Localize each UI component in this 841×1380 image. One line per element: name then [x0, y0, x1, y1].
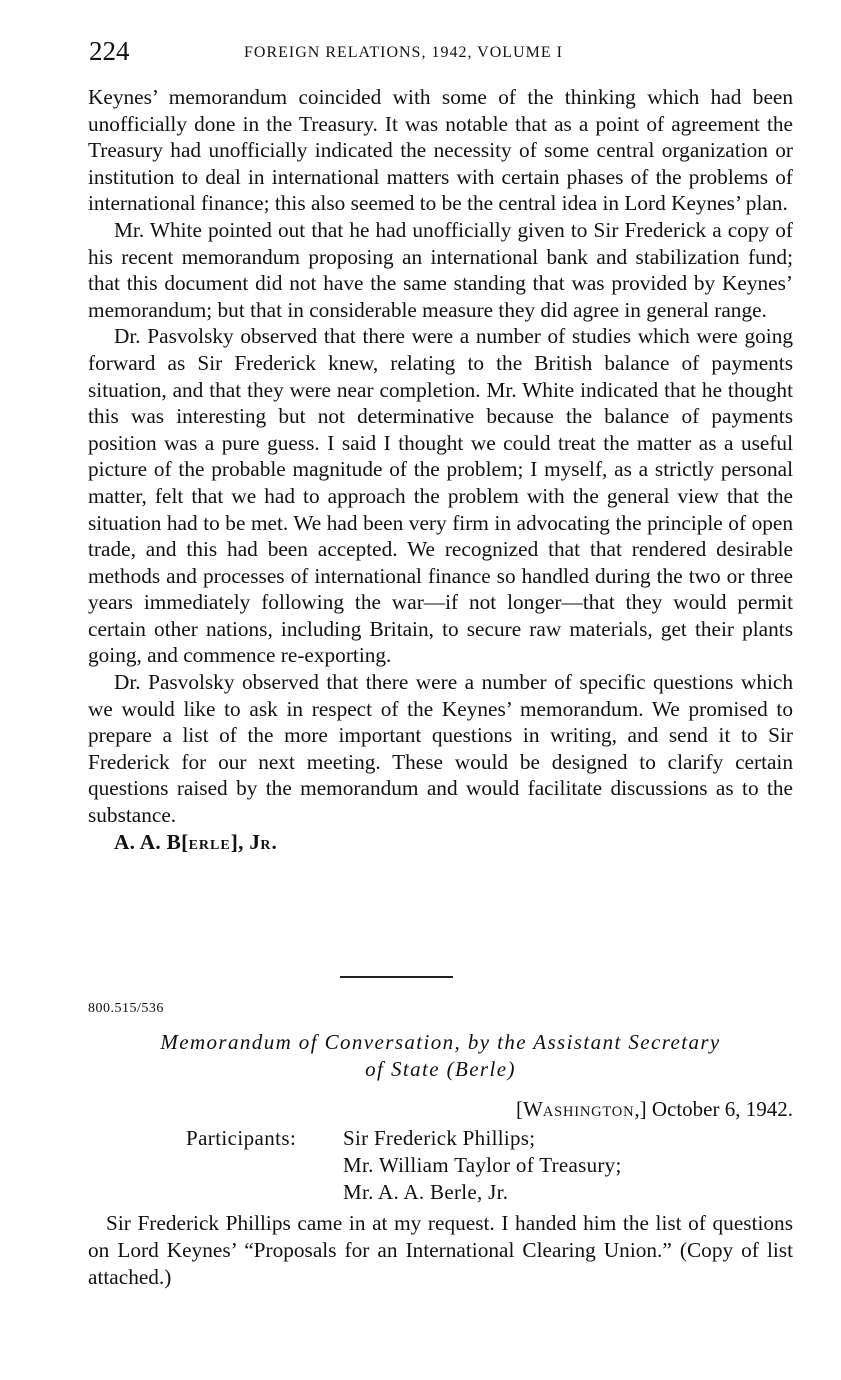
dateline-place: ASHINGTON [542, 1104, 635, 1120]
paragraph: Dr. Pasvolsky observed that there were a number of studies which were going forward as Sir Frederick knew, relating to the British balance of payments situation, and that they were near completion. Mr. White indicated that he thought this was interesting but not determinative because the balance of payments position was a pure guess. I said I thought we could treat the matter as a useful picture of the probable magnitude of the problem; I myself, as a strictly personal matter, felt that we had to approach the problem with the general view that the situation had to be met. We had been very firm in advocating the principle of open trade, and this had been accepted. We recognized that that rendered desirable methods and processes of international finance so handled during the two or three years immediately following the war—if not longer—that they would permit certain other nations, including Britain, to secure raw materials, get their plants going, and commence re-exporting. [88, 324, 793, 668]
running-head: FOREIGN RELATIONS, 1942, VOLUME I [244, 44, 563, 61]
signature-end: . [271, 829, 278, 854]
section-divider [340, 976, 453, 978]
signature [88, 829, 793, 860]
signature-prefix: A. A. B[ [114, 829, 189, 854]
signature-suffix: ], J [230, 829, 261, 854]
page-number: 224 [89, 36, 130, 66]
closing-text [88, 1210, 793, 1291]
paragraph: Sir Frederick Phillips came in at my request. I handed him the list of questions on Lord Keynes’ “Proposals for an International Clearing Union.” (Copy of list attached.) [88, 1211, 793, 1289]
participant: Mr. A. A. Berle, Jr. [343, 1180, 509, 1204]
title-line-1: Memorandum of Conversation, by the Assistant Secretary [160, 1030, 721, 1054]
body-text [88, 84, 793, 859]
paragraph: Mr. White pointed out that he had unofficially given to Sir Frederick a copy of his recent memorandum proposing an international bank and stabilization fund; that this document did not have the same standing that was provided by Keynes’ memorandum; but that in considerable measure they did agree in general range. [88, 217, 793, 322]
participant: Sir Frederick Phillips; [343, 1126, 536, 1150]
paragraph: Keynes’ memorandum coincided with some of the thinking which had been unofficially done in the Treasury. It was notable that as a point of agreement the Treasury had unofficially indicated the necessity of some central organization or institution to deal in international matters with certain phases of the problems of international finance; this also seemed to be the central idea in Lord Keynes’ plan. [88, 85, 793, 216]
signature-suffix-smallcaps: R [260, 837, 272, 853]
page-header [89, 36, 792, 70]
dateline-open: [W [516, 1097, 543, 1121]
file-number: 800.515/536 [88, 1001, 164, 1016]
participants-list [343, 1125, 783, 1206]
participants-label: Participants: [186, 1126, 297, 1150]
dateline-date: ,] October 6, 1942. [634, 1097, 793, 1121]
paragraph: Dr. Pasvolsky observed that there were a number of specific questions which we would like to ask in respect of the Keynes’ memorandum. We promised to prepare a list of the more important questions in writing, and send it to Sir Frederick for our next meeting. These would be designed to clarify certain questions raised by the memorandum and would facilitate discussions as to the substance. [88, 670, 793, 828]
title-line-2: of State (Berle) [365, 1057, 516, 1081]
document-title [88, 1029, 793, 1083]
participant: Mr. William Taylor of Treasury; [343, 1153, 622, 1177]
dateline [88, 1097, 793, 1122]
signature-smallcaps: ERLE [188, 837, 231, 853]
